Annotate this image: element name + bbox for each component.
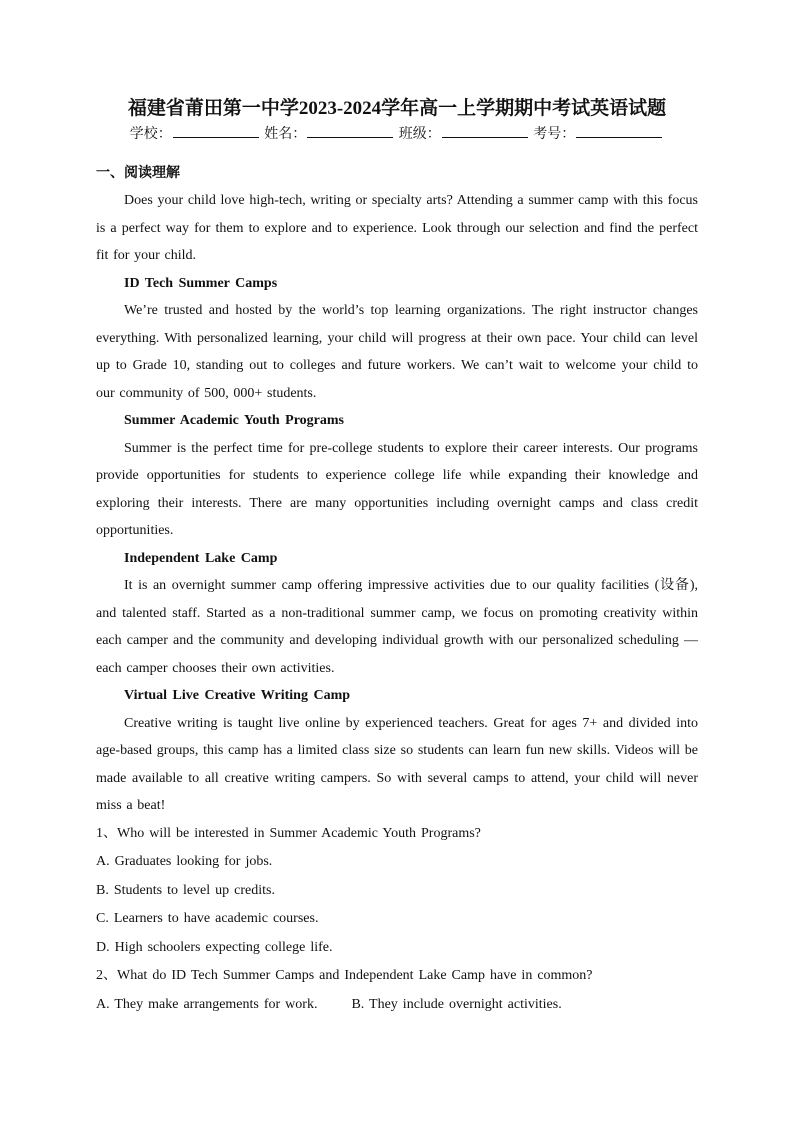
camp-description: Summer is the perfect time for pre-college students to explore their career interests. Our programs provide opportunities for students to experience college life while expanding their knowledge and exploring their interests. There are many opportunities including overnight camps and class credit opportunities. bbox=[96, 440, 698, 538]
answer-option[interactable]: A. They make arrangements for work. bbox=[96, 996, 318, 1012]
question-stem: 2、What do ID Tech Summer Camps and Independent Lake Camp have in common? bbox=[96, 968, 593, 983]
camp-description: Creative writing is taught live online by experienced teachers. Great for ages 7+ and divided into age-based groups, this camp has a limited class size so students can learn fun new skills. Videos will be made available to all creative writing campers. So with several camps to attend, your child will never miss a beat! bbox=[96, 715, 698, 813]
camp-heading: Virtual Live Creative Writing Camp bbox=[124, 688, 351, 703]
school-field bbox=[130, 123, 259, 147]
answer-option-row bbox=[96, 991, 698, 1020]
answer-option[interactable]: C. Learners to have academic courses. bbox=[96, 911, 319, 926]
answer-option[interactable]: B. Students to level up credits. bbox=[96, 882, 275, 898]
exam-page bbox=[96, 96, 698, 1019]
exam-number-label: 考号： bbox=[533, 127, 576, 142]
name-field bbox=[264, 123, 393, 147]
question-stem: 1、Who will be interested in Summer Academic Youth Programs? bbox=[96, 825, 481, 841]
exam-number-field bbox=[533, 123, 662, 147]
passage-intro: Does your child love high-tech, writing or specialty arts? Attending a summer camp with this focus is a perfect way for them to explore and to experience. Look through our selection and find the perfect fit for your child. bbox=[96, 193, 698, 263]
answer-option[interactable]: A. Graduates looking for jobs. bbox=[96, 854, 273, 869]
answer-option[interactable]: B. They include overnight activities. bbox=[351, 996, 562, 1012]
camp-description: We’re trusted and hosted by the world’s top learning organizations. The right instructor changes everything. With personalized learning, your child will progress at their own pace. Your child can level up to Grade 10, standing out to colleges and future workers. We can’t wait to welcome your child to our community of 500, 000+ students. bbox=[96, 303, 698, 401]
camp-heading: Summer Academic Youth Programs bbox=[124, 413, 344, 428]
exam-number-blank[interactable] bbox=[576, 123, 662, 138]
school-blank[interactable] bbox=[173, 123, 259, 138]
student-info-line bbox=[96, 123, 698, 147]
camp-heading: Independent Lake Camp bbox=[124, 550, 278, 566]
class-field bbox=[399, 123, 528, 147]
camp-description: It is an overnight summer camp offering impressive activities due to our quality facilities (设备), and talented staff. Started as a non-traditional summer camp, we focus on promoting creativity within each camper and the community and developing individual growth with our personalized scheduling — each camper chooses their own activities. bbox=[96, 578, 698, 676]
name-blank[interactable] bbox=[307, 123, 393, 138]
name-label: 姓名： bbox=[264, 127, 307, 142]
camp-heading: ID Tech Summer Camps bbox=[124, 275, 278, 291]
exam-title: 福建省莆田第一中学2023-2024学年高一上学期期中考试英语试题 bbox=[127, 98, 667, 119]
school-label: 学校： bbox=[129, 127, 172, 142]
answer-option[interactable]: D. High schoolers expecting college life. bbox=[96, 939, 333, 955]
class-blank[interactable] bbox=[442, 123, 528, 138]
class-label: 班级： bbox=[398, 127, 441, 142]
section-heading: 一、阅读理解 bbox=[96, 166, 180, 181]
